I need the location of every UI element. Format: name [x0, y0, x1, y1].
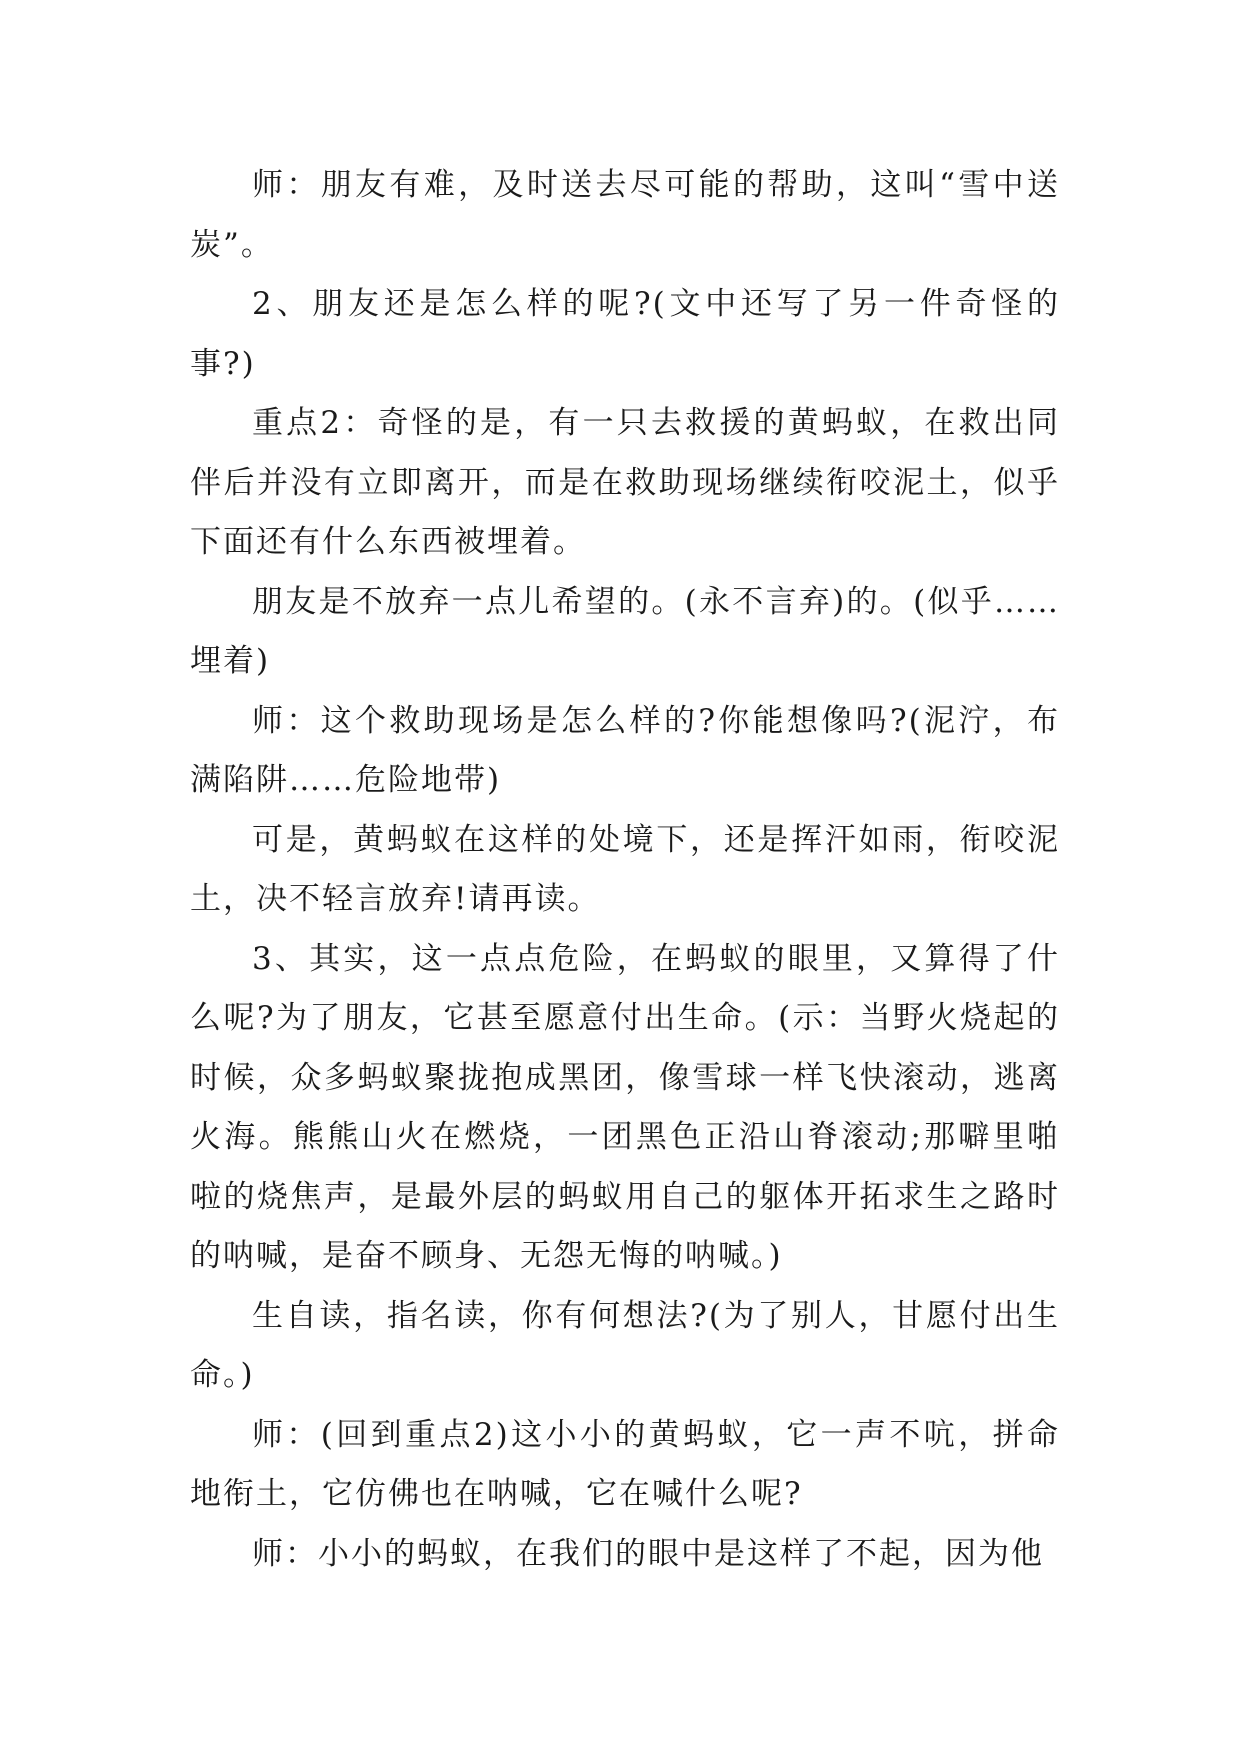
- paragraph-4: 朋友是不放弃一点儿希望的。(永不言弃)的。(似乎……埋着): [190, 583, 1060, 679]
- paragraph-7: 3、其实，这一点点危险，在蚂蚁的眼里，又算得了什么呢?为了朋友，它甚至愿意付出生命。(示：当野火烧起的时候，众多蚂蚁聚拢抱成黑团，像雪球一样飞快滚动，逃离火海。熊熊山火在燃烧，一团黑色正沿山脊滚动;那噼里啪啦的烧焦声，是最外层的蚂蚁用自己的躯体开拓求生之路时的呐喊，是奋不顾身、无怨无悔的呐喊。): [190, 940, 1060, 1274]
- paragraph-10: 师：小小的蚂蚁，在我们的眼中是这样了不起，因为他: [252, 1535, 1044, 1572]
- paragraph-9: 师：(回到重点2)这小小的黄蚂蚁，它一声不吭，拼命地衔土，它仿佛也在呐喊，它在喊什么呢?: [190, 1416, 1060, 1512]
- paragraph-5: 师：这个救助现场是怎么样的?你能想像吗?(泥泞，布满陷阱……危险地带): [190, 702, 1060, 798]
- paragraph-3: 重点2：奇怪的是，有一只去救援的黄蚂蚁，在救出同伴后并没有立即离开，而是在救助现场继续衔咬泥土，似乎下面还有什么东西被埋着。: [190, 405, 1060, 560]
- paragraph-8: 生自读，指名读，你有何想法?(为了别人，甘愿付出生命。): [190, 1297, 1060, 1393]
- paragraph-2: 2、朋友还是怎么样的呢?(文中还写了另一件奇怪的事?): [190, 286, 1060, 382]
- paragraph-6: 可是，黄蚂蚁在这样的处境下，还是挥汗如雨，衔咬泥土，决不轻言放弃!请再读。: [190, 821, 1060, 917]
- document-body: [190, 156, 1060, 1584]
- paragraph-1: 师：朋友有难，及时送去尽可能的帮助，这叫“雪中送炭”。: [190, 167, 1060, 263]
